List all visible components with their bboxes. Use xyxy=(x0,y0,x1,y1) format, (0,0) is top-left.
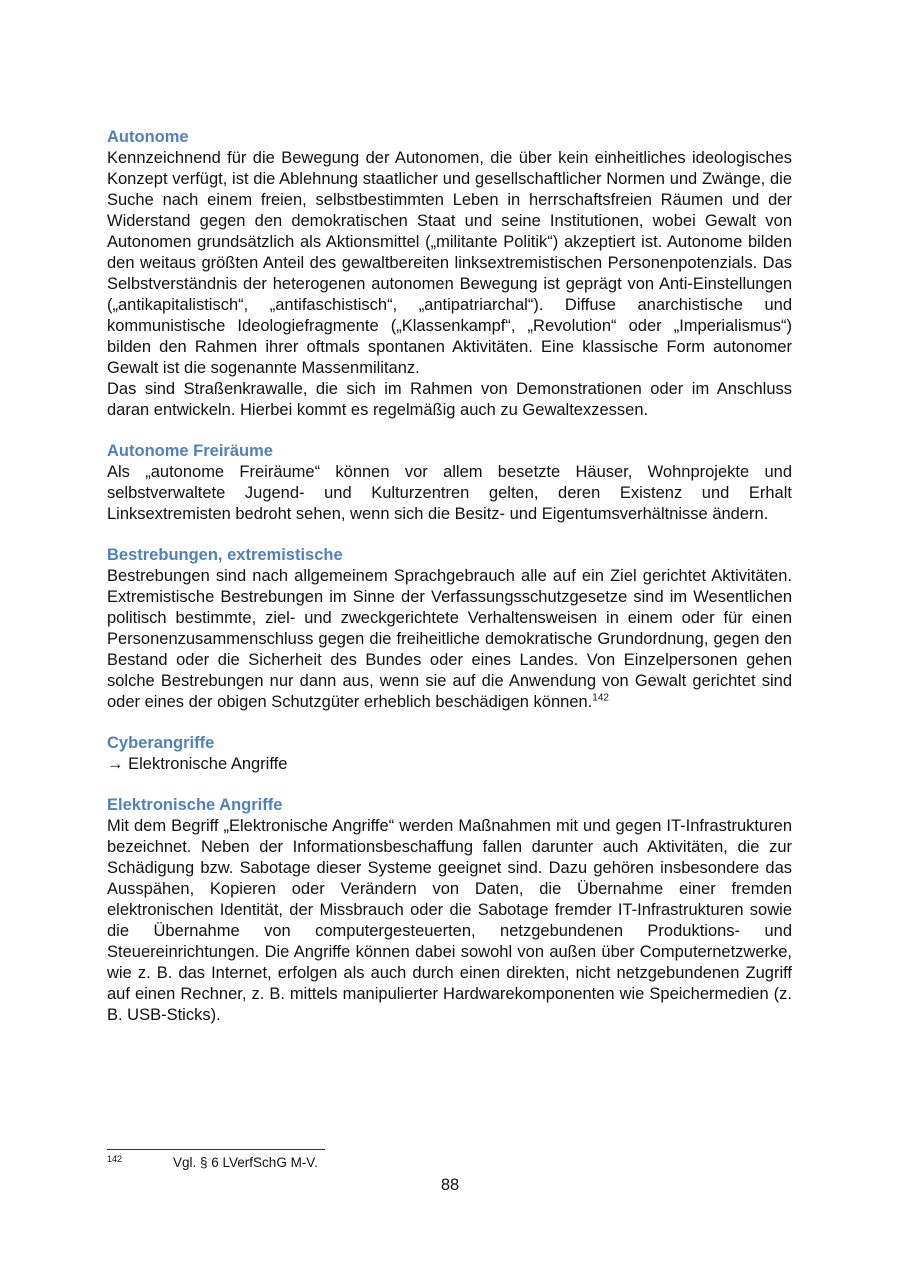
section-bestrebungen xyxy=(107,545,792,713)
paragraph-bestrebungen-text: Bestrebungen sind nach allgemeinem Sprachgebrauch alle auf ein Ziel gerichtet Aktivitäten. Extremistische Bestrebungen im Sinne der Verfassungsschutzgesetze sind im Wesentlichen politisch bestimmte, ziel- und zweckgerichtete Verhaltensweisen in einem oder für einen Personenzusammenschluss gegen die freiheitliche demokratische Grundordnung, gegen den Bestand oder die Sicherheit des Bundes oder eines Landes. Von Einzelpersonen gehen solche Bestrebungen nur dann aus, wenn sie auf die Anwendung von Gewalt gerichtet sind oder eines der obigen Schutzgüter erheblich beschädigen können. xyxy=(107,567,792,711)
cross-reference-link[interactable]: Elektronische Angriffe xyxy=(128,755,288,773)
section-autonome xyxy=(107,127,792,421)
footnote-text: Vgl. § 6 LVerfSchG M-V. xyxy=(173,1155,318,1170)
paragraph-autonome-1: Kennzeichnend für die Bewegung der Autonomen, die über kein einheitliches ideologisches Konzept verfügt, ist die Ablehnung staatlicher und gesellschaftlicher Normen und Zwänge, die Suche nach einem freien, selbstbestimmten Leben in herrschaftsfreien Räumen und der Widerstand gegen den demokratischen Staat und seine Institutionen, wobei Gewalt von Autonomen grundsätzlich als Aktionsmittel („militante Politik“) akzeptiert ist. Autonome bilden den weitaus größten Anteil des gewaltbereiten linksextremistischen Personenpotenzials. Das Selbstverständnis der heterogenen autonomen Bewegung ist geprägt von Anti-Einstellungen („antikapitalistisch“, „antifaschistisch“, „antipatriarchal“). Diffuse anarchistische und kommunistische Ideologiefragmente („Klassenkampf“, „Revolution“ oder „Imperialismus“) bilden den Rahmen ihrer oftmals spontanen Aktivitäten. Eine klassische Form autonomer Gewalt ist die sogenannte Massenmilitanz. xyxy=(107,149,792,377)
section-elektronische-angriffe xyxy=(107,795,792,1026)
footnote-reference[interactable]: 142 xyxy=(592,692,609,704)
page-number: 88 xyxy=(440,1176,460,1194)
paragraph-bestrebungen xyxy=(107,566,792,713)
section-cyberangriffe xyxy=(107,733,792,775)
paragraph-freiraeume: Als „autonome Freiräume“ können vor allem besetzte Häuser, Wohnprojekte und selbstverwaltete Jugend- und Kulturzentren gelten, deren Existenz und Erhalt Linksextremisten bedroht sehen, wenn sich die Besitz- und Eigentumsverhältnisse ändern. xyxy=(107,463,792,523)
footnote-separator xyxy=(107,1149,325,1150)
section-heading-bestrebungen: Bestrebungen, extremistische xyxy=(107,546,343,564)
page-content xyxy=(107,127,792,1046)
footnote: 142 Vgl. § 6 LVerfSchG M-V. xyxy=(107,1153,318,1170)
section-heading-autonome: Autonome xyxy=(107,128,189,146)
paragraph-autonome-2: Das sind Straßenkrawalle, die sich im Rahmen von Demonstrationen oder im Anschluss daran entwickeln. Hierbei kommt es regelmäßig auch zu Gewaltexzessen. xyxy=(107,380,792,419)
section-heading-cyberangriffe: Cyberangriffe xyxy=(107,734,215,752)
cross-reference xyxy=(107,754,792,775)
paragraph-elektronische-angriffe: Mit dem Begriff „Elektronische Angriffe“ werden Maßnahmen mit und gegen IT-Infrastrukturen bezeichnet. Neben der Informationsbeschaffung fallen darunter auch Aktivitäten, die zur Schädigung bzw. Sabotage dieser Systeme geeignet sind. Dazu gehören insbesondere das Ausspähen, Kopieren oder Verändern von Daten, die Übernahme einer fremden elektronischen Identität, der Missbrauch oder die Sabotage fremder IT-Infrastrukturen sowie die Übernahme von computergesteuerten, netzgebundenen Produktions- und Steuereinrichtungen. Die Angriffe können dabei sowohl von außen über Computernetzwerke, wie z. B. das Internet, erfolgen als auch durch einen direkten, nicht netzgebundenen Zugriff auf einen Rechner, z. B. mittels manipulierter Hardwarekomponenten wie Speichermedien (z. B. USB-Sticks). xyxy=(107,817,792,1024)
section-heading-freiraeume: Autonome Freiräume xyxy=(107,442,273,460)
section-heading-elektronische-angriffe: Elektronische Angriffe xyxy=(107,796,283,814)
section-autonome-freiraeume xyxy=(107,441,792,525)
arrow-right-icon: → xyxy=(107,755,124,773)
